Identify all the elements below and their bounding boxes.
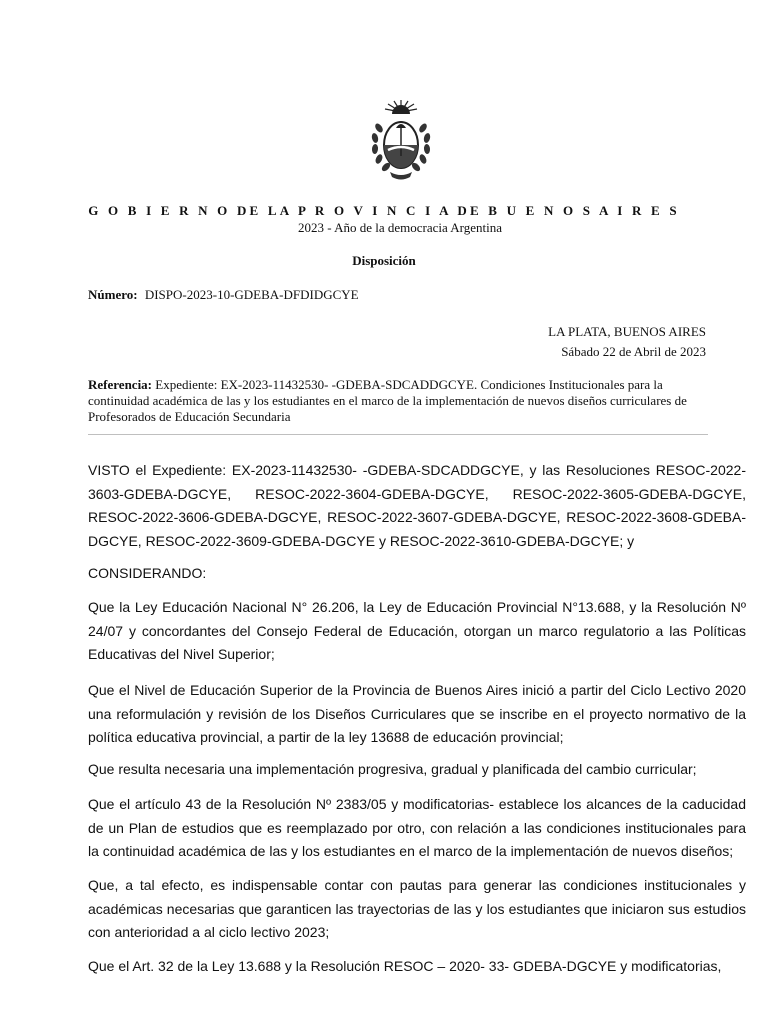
- reference-block: [88, 377, 708, 425]
- considerando-heading: CONSIDERANDO:: [88, 565, 207, 581]
- considerando-paragraph: Que resulta necesaria una implementación progresiva, gradual y planificada del cambio curricular;: [88, 761, 697, 777]
- document-type: Disposición: [352, 253, 416, 268]
- considerando-paragraph: Que el artículo 43 de la Resolución Nº 2383/05 y modificatorias- establece los alcances de la caducidad de un Plan de estudios que es reemplazado por otro, con relación a las condiciones institucionales para la continuidad académica de las y los estudiantes en el marco de la implementación de nuevos diseños;: [88, 796, 746, 859]
- reference-text: Expediente: EX-2023-11432530- -GDEBA-SDCADDGCYE. Condiciones Institucionales para la continuidad académica de las y los estudiantes en el marco de la implementación de nuevos diseños curriculares de Profesorados de Educación Secundaria: [88, 377, 687, 424]
- document-number: [88, 287, 359, 303]
- sun: [392, 105, 410, 114]
- document-number-value: DISPO-2023-10-GDEBA-DFDIDGCYE: [144, 287, 359, 302]
- considerando-paragraph: Que, a tal efecto, es indispensable contar con pautas para generar las condiciones institucionales y académicas necesarias que garanticen las trayectorias de las y los estudiantes que iniciaron sus estudios con anterioridad a al ciclo lectivo 2023;: [88, 877, 746, 940]
- ribbon: [390, 172, 412, 180]
- government-title: G O B I E R N O DE LA P R O V I N C I A DE B U E N O S A I R E S: [88, 203, 680, 218]
- divider: [88, 434, 708, 435]
- date-line: Sábado 22 de Abril de 2023: [561, 344, 706, 359]
- considerando-paragraph: Que el Art. 32 de la Ley 13.688 y la Resolución RESOC – 2020- 33- GDEBA-DGCYE y modificatorias,: [88, 958, 722, 974]
- place-line: LA PLATA, BUENOS AIRES: [548, 324, 706, 339]
- considerando-paragraph: Que la Ley Educación Nacional N° 26.206, la Ley de Educación Provincial N°13.688, y la Resolución Nº 24/07 y concordantes del Consejo Federal de Educación, otorgan un marco regulatorio a las Políticas Educativas del Nivel Superior;: [88, 599, 746, 662]
- considerando-paragraph: Que el Nivel de Educación Superior de la Provincia de Buenos Aires inició a partir del Ciclo Lectivo 2020 una reformulación y revisión de los Diseños Curriculares que se inscribe en el proyecto normativo de la política educativa provincial, a partir de la ley 13688 de educación provincial;: [88, 682, 746, 745]
- document-number-label: Número:: [88, 287, 138, 302]
- year-motto: 2023 - Año de la democracia Argentina: [297, 220, 503, 235]
- visto-paragraph: VISTO el Expediente: EX-2023-11432530- -GDEBA-SDCADDGCYE, y las Resoluciones RESOC-2022-3603-GDEBA-DGCYE, RESOC-2022-3604-GDEBA-DGCYE, RESOC-2022-3605-GDEBA-DGCYE, RESOC-2022-3606-GDEBA-DGCYE, RESOC-2022-3607-GDEBA-DGCYE, RESOC-2022-3608-GDEBA-DGCYE, RESOC-2022-3609-GDEBA-DGCYE y RESOC-2022-3610-GDEBA-DGCYE; y: [88, 462, 746, 549]
- reference-label: Referencia:: [88, 377, 153, 392]
- coat-of-arms-seal: [366, 98, 436, 184]
